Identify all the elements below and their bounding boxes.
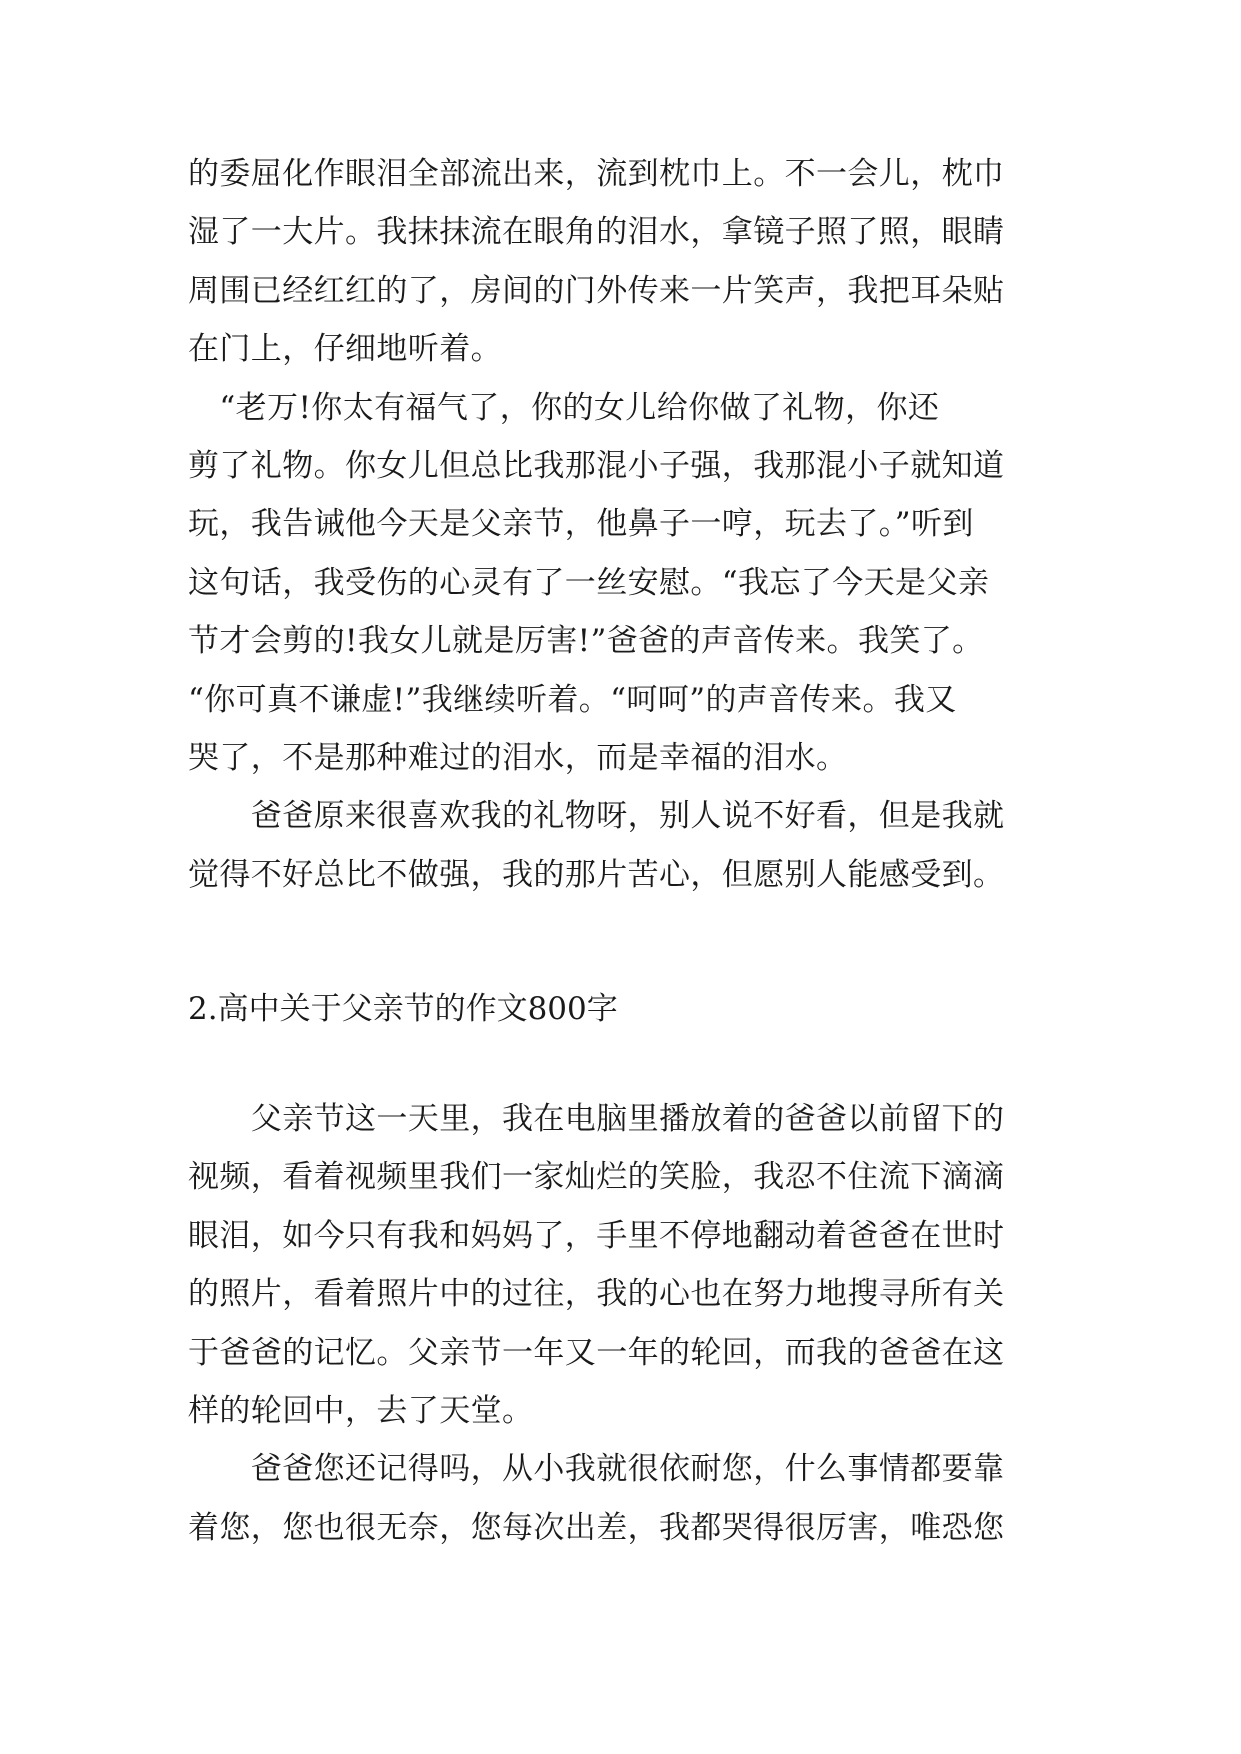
text-line: 节才会剪的!我女儿就是厉害!”爸爸的声音传来。我笑了。 [188, 623, 984, 660]
text-line: 哭了，不是那种难过的泪水，而是幸福的泪水。 [188, 739, 848, 776]
text-line: 眼泪，如今只有我和妈妈了，手里不停地翻动着爸爸在世时 [188, 1217, 1005, 1254]
text-line: 父亲节这一天里，我在电脑里播放着的爸爸以前留下的 [188, 1101, 1005, 1137]
section-heading: 2.高中关于父亲节的作文800字 [188, 991, 618, 1027]
text-line: “老万!你太有福气了，你的女儿给你做了礼物，你还 [188, 389, 940, 426]
text-line: 湿了一大片。我抹抹流在眼角的泪水，拿镜子照了照，眼睛 [188, 214, 1005, 251]
text-line: 着您，您也很无奈，您每次出差，我都哭得很厉害，唯恐您 [188, 1509, 1005, 1546]
text-line: 爸爸原来很喜欢我的礼物呀，别人说不好看，但是我就 [188, 798, 1005, 835]
essay-two-block [188, 1090, 1056, 1557]
text-line: 在门上，仔细地听着。 [188, 331, 502, 368]
text-line: 这句话，我受伤的心灵有了一丝安慰。“我忘了今天是父亲 [188, 564, 990, 601]
text-line: 爸爸您还记得吗，从小我就很依耐您，什么事情都要靠 [188, 1451, 1005, 1488]
text-line: 周围已经红红的了，房间的门外传来一片笑声，我把耳朵贴 [188, 272, 1005, 309]
text-line: 玩，我告诫他今天是父亲节，他鼻子一哼，玩去了。”听到 [188, 506, 974, 543]
text-line: 视频，看着视频里我们一家灿烂的笑脸，我忍不住流下滴滴 [188, 1159, 1005, 1196]
text-line: 觉得不好总比不做强，我的那片苦心，但愿别人能感受到。 [188, 856, 1005, 893]
text-line: 的委屈化作眼泪全部流出来，流到枕巾上。不一会儿，枕巾 [188, 156, 1005, 192]
text-line: 剪了礼物。你女儿但总比我那混小子强，我那混小子就知道 [188, 447, 1005, 484]
essay-continuation-block [188, 145, 1056, 904]
text-line: 于爸爸的记忆。父亲节一年又一年的轮回，而我的爸爸在这 [188, 1334, 1005, 1371]
text-line: 的照片，看着照片中的过往，我的心也在努力地搜寻所有关 [188, 1276, 1005, 1313]
text-line: “你可真不谦虚!”我继续听着。“呵呵”的声音传来。我又 [188, 681, 957, 718]
text-line: 样的轮回中，去了天堂。 [188, 1392, 534, 1429]
